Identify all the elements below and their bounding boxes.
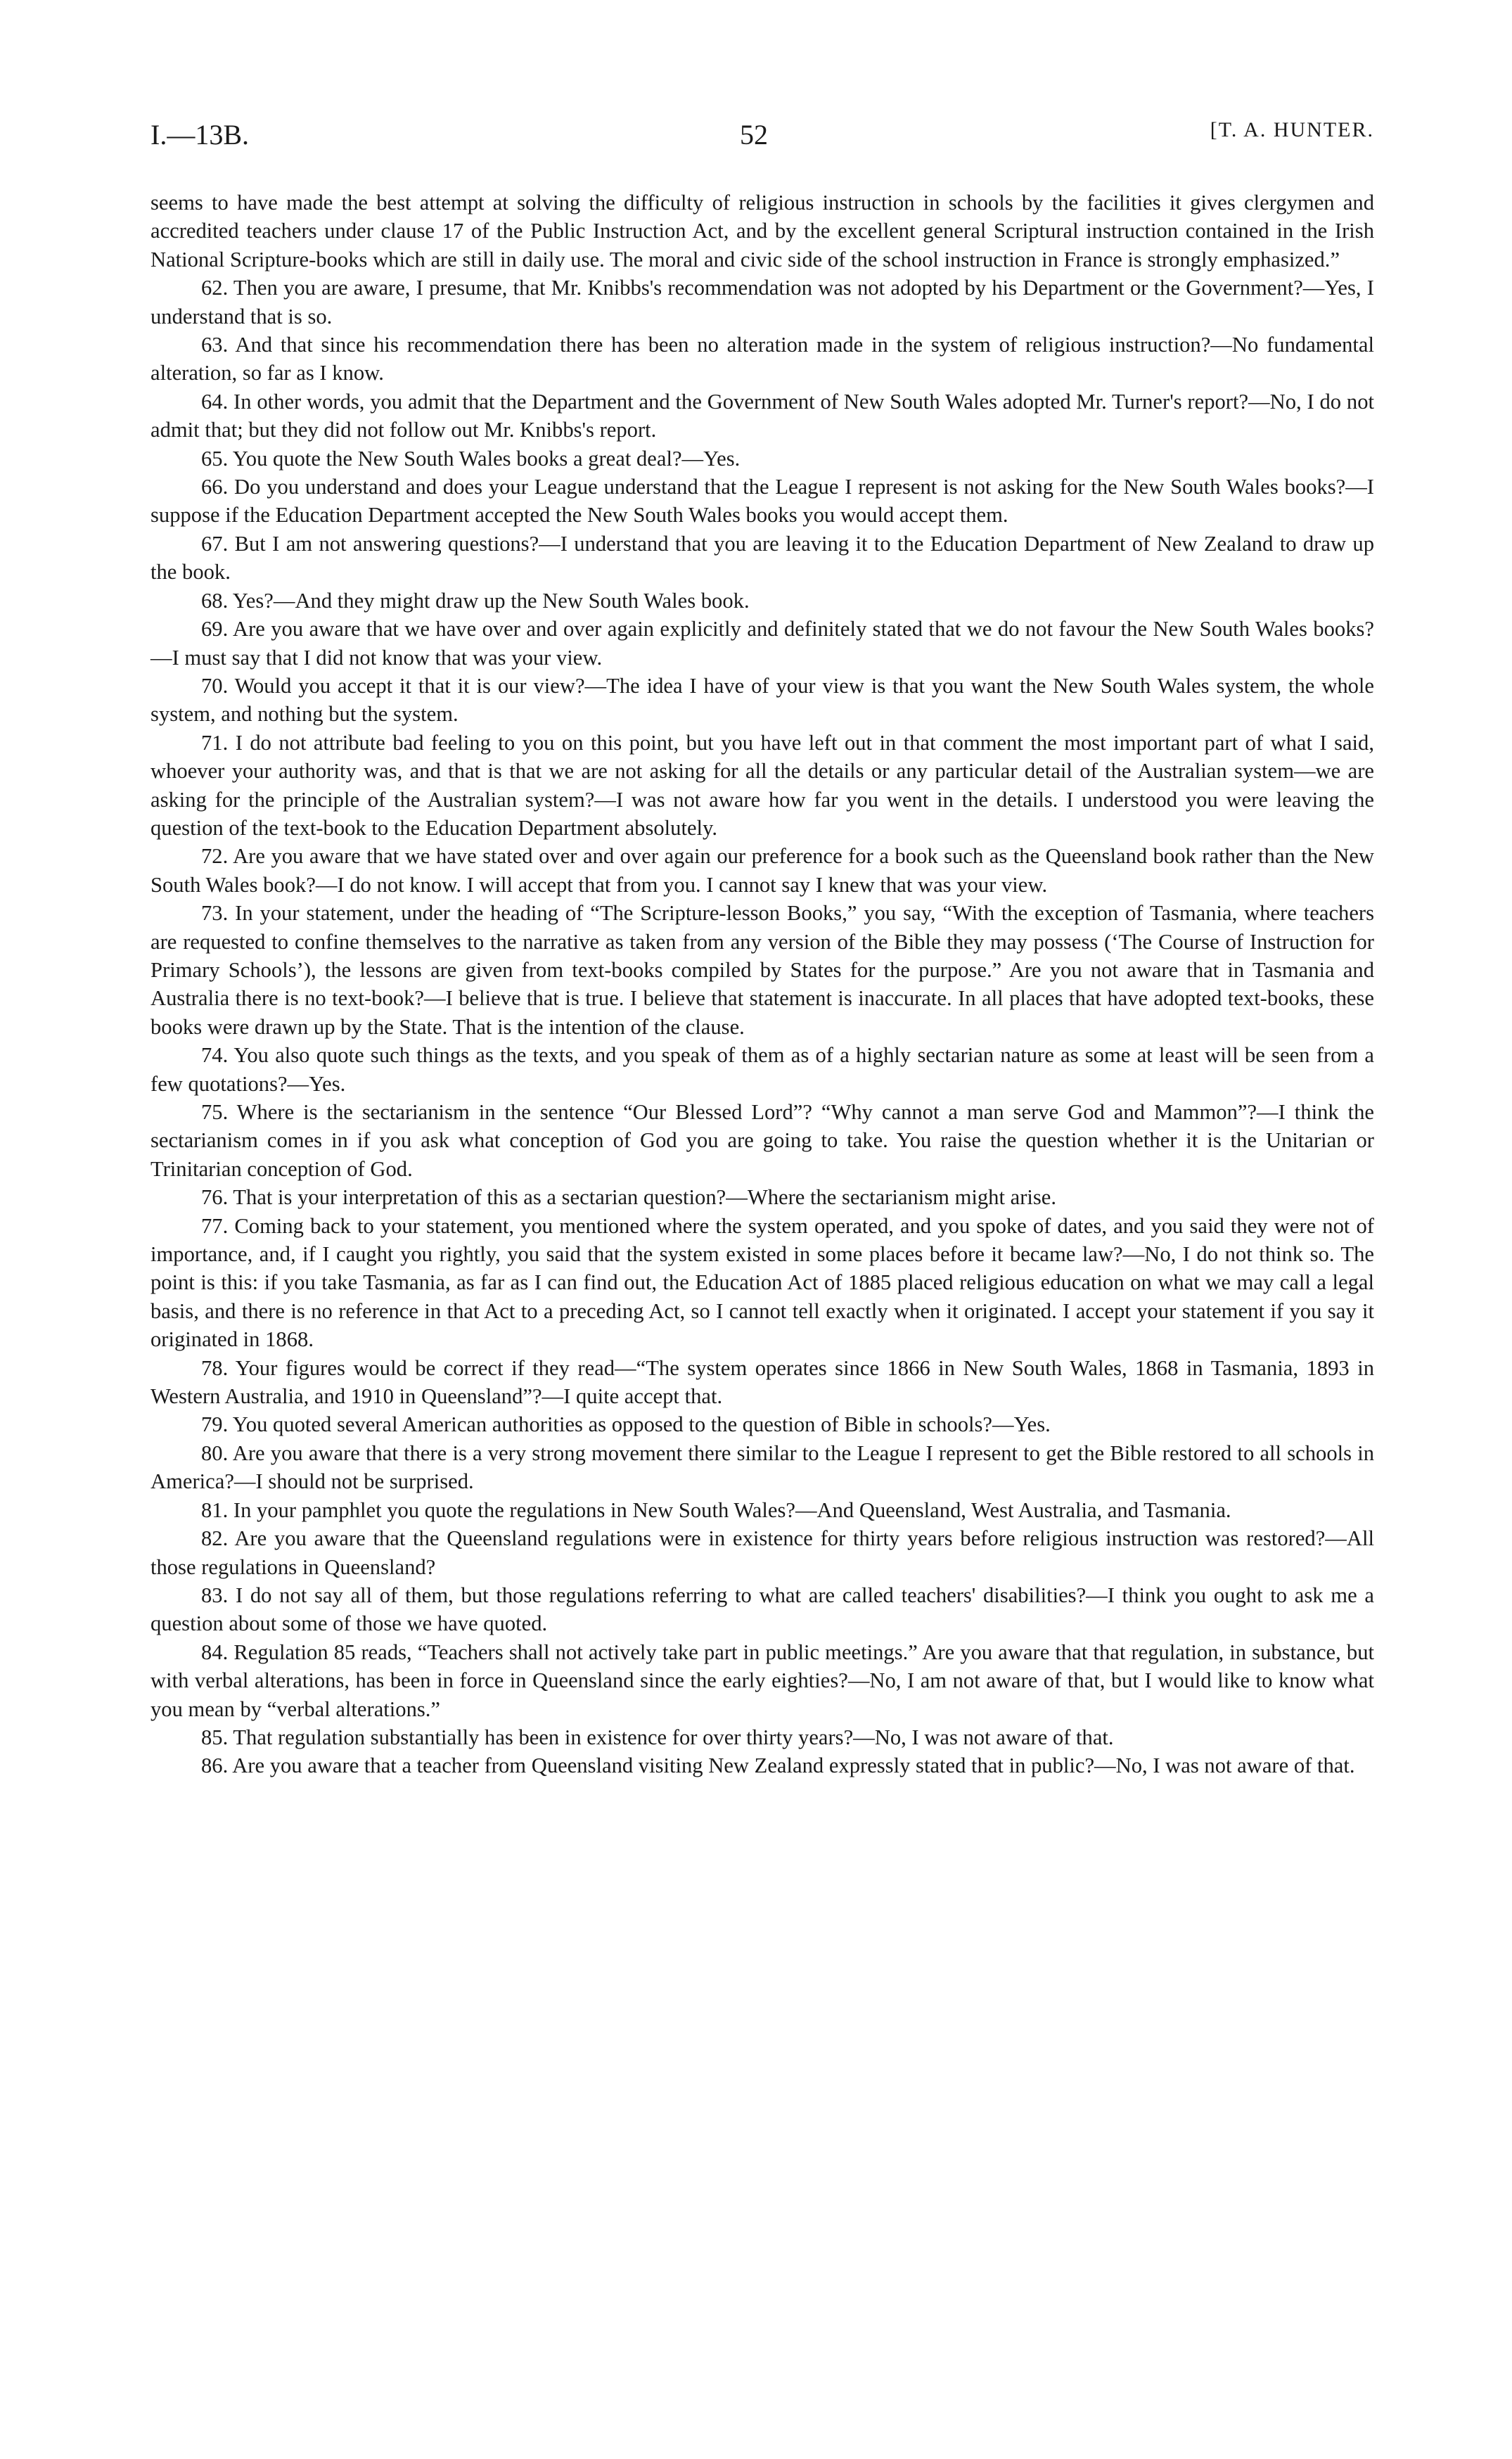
paragraph: 78. Your figures would be correct if they read—“The system operates since 1866 in New South Wales, 1868 in Tasmania, 1893 in Western Australia, and 1910 in Queensland”?—I quite accept that. — [150, 1355, 1374, 1409]
page-number: 52 — [740, 119, 768, 151]
paragraph: 77. Coming back to your statement, you mentioned where the system operated, and you spoke of dates, and you said they were not of importance, and, if I caught you rightly, you said that the system existed in some places before it became law?—No, I do not think so. The point is this: if you take Tasmania, as far as I can find out, the Education Act of 1885 placed religious education on what we may call a legal basis, and there is no reference in that Act to a preceding Act, so I cannot tell exactly when it originated. I accept your statement if you say it originated in 1868. — [150, 1213, 1374, 1352]
paragraph: 83. I do not say all of them, but those regulations referring to what are called teachers' disabilities?—I think you ought to ask me a question about some of those we have quoted. — [150, 1583, 1374, 1636]
paragraph: 67. But I am not answering questions?—I understand that you are leaving it to the Education Department of New Zealand to draw up the book. — [150, 531, 1374, 585]
paragraph: 69. Are you aware that we have over and over again explicitly and definitely stated that we do not favour the New South Wales books?—I must say that I did not know that was your view. — [150, 617, 1374, 670]
paragraph: 79. You quoted several American authorities as opposed to the question of Bible in schools?—Yes. — [201, 1412, 1051, 1437]
paragraph: 64. In other words, you admit that the Department and the Government of New South Wales adopted Mr. Turner's report?—No, I do not admit that; but they did not follow out Mr. Knibbs's report. — [150, 389, 1374, 442]
paragraph: 66. Do you understand and does your League understand that the League I represent is not asking for the New South Wales books?—I suppose if the Education Department accepted the New South Wales books you would accept them. — [150, 475, 1374, 528]
paragraph: seems to have made the best attempt at solving the difficulty of religious instruction in schools by the facilities it gives clergymen and accredited teachers under clause 17 of the Public Instruction Act, and by the excellent general Scriptural instruction contained in the Irish National Scripture-books which are still in daily use. The moral and civic side of the school instruction in France is strongly emphasized.” — [150, 191, 1374, 272]
paper-reference: I.—13B. — [150, 119, 249, 151]
paragraph: 72. Are you aware that we have stated over and over again our preference for a book such as the Queensland book rather than the New South Wales book?—I do not know. I will accept that from you. I cannot say I knew that was your view. — [150, 844, 1374, 897]
witness-name: [T. A. HUNTER. — [1210, 118, 1374, 141]
paragraph: 75. Where is the sectarianism in the sentence “Our Blessed Lord”? “Why cannot a man serve God and Mammon”?—I think the sectarianism comes in if you ask what conception of God you are going to take. You raise the question whether it is the Unitarian or Trinitarian conception of God. — [150, 1100, 1374, 1181]
paragraph: 62. Then you are aware, I presume, that Mr. Knibbs's recommendation was not adopted by his Department or the Government?—Yes, I understand that is so. — [150, 276, 1374, 328]
paragraph: 73. In your statement, under the heading of “The Scripture-lesson Books,” you say, “With the exception of Tasmania, where teachers are requested to confine themselves to the narrative as taken from any version of the Bible they may possess (‘The Course of Instruction for Primary Schools’), the lessons are given from text-books compiled by States for the purpose.” Are you not aware that in Tasmania and Australia there is no text-book?—I believe that is true. I believe that statement is inaccurate. In all places that have adopted text-books, these books were drawn up by the State. That is the intention of the clause. — [150, 901, 1374, 1039]
paragraph: 84. Regulation 85 reads, “Teachers shall not actively take part in public meetings.” Are you aware that that regulation, in substance, but with verbal alterations, has been in force in Queensland since the early eighties?—No, I am not aware of that, but I would like to know what you mean by “verbal alterations.” — [150, 1640, 1374, 1721]
paragraph: 65. You quote the New South Wales books a great deal?—Yes. — [201, 446, 741, 471]
paragraph: 81. In your pamphlet you quote the regulations in New South Wales?—And Queensland, West Australia, and Tasmania. — [201, 1497, 1231, 1522]
paragraph: 86. Are you aware that a teacher from Queensland visiting New Zealand expressly stated that in public?—No, I was not aware of that. — [201, 1754, 1355, 1778]
paragraph: 74. You also quote such things as the texts, and you speak of them as of a highly sectarian nature as some at least will be seen from a few quotations?—Yes. — [150, 1043, 1374, 1096]
paragraph: 76. That is your interpretation of this as a sectarian question?—Where the sectarianism might arise. — [201, 1185, 1057, 1210]
paragraph: 70. Would you accept it that it is our view?—The idea I have of your view is that you want the New South Wales system, the whole system, and nothing but the system. — [150, 673, 1374, 727]
paragraph: 82. Are you aware that the Queensland regulations were in existence for thirty years before religious instruction was restored?—All those regulations in Queensland? — [150, 1526, 1374, 1579]
testimony-body — [150, 189, 1374, 1780]
page-header — [150, 118, 1374, 160]
paragraph: 63. And that since his recommendation there has been no alteration made in the system of religious instruction?—No fundamental alteration, so far as I know. — [150, 333, 1374, 385]
paragraph: 71. I do not attribute bad feeling to you on this point, but you have left out in that comment the most important part of what I said, whoever your authority was, and that is that we are not asking for all the details or any particular detail of the Australian system—we are asking for the principle of the Australian system?—I was not aware how far you went in the details. I understood you were leaving the question of the text-book to the Education Department absolutely. — [150, 730, 1374, 840]
paragraph: 80. Are you aware that there is a very strong movement there similar to the League I represent to get the Bible restored to all schools in America?—I should not be surprised. — [150, 1441, 1374, 1494]
paragraph: 85. That regulation substantially has been in existence for over thirty years?—No, I was not aware of that. — [201, 1725, 1114, 1749]
paragraph: 68. Yes?—And they might draw up the New South Wales book. — [201, 588, 750, 613]
